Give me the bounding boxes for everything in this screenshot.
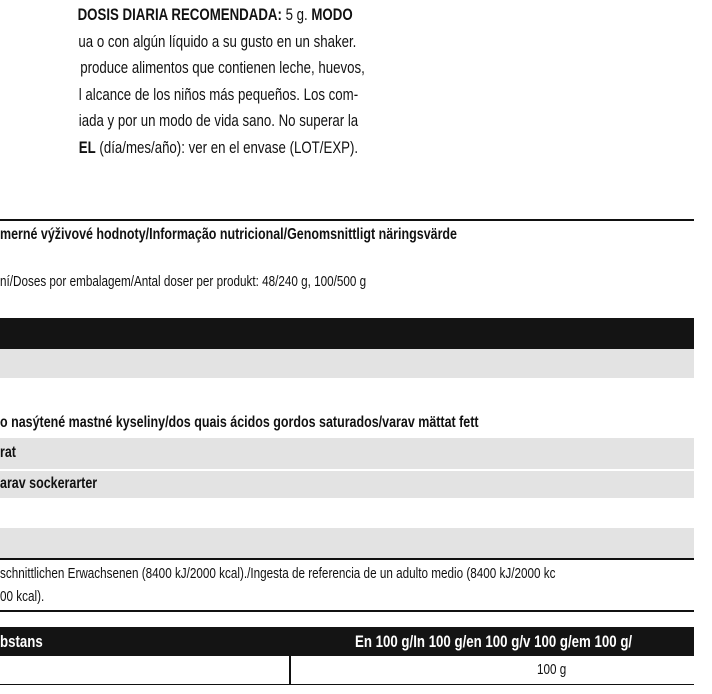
paragraph-line-5: iada y por un modo de vida sano. No superar la [78, 111, 359, 131]
date-text: (día/mes/año): ver en el envase (LOT/EXP). [95, 137, 359, 157]
table-row-gray [0, 528, 694, 558]
reference-rule [0, 610, 694, 612]
directions-paragraph [0, 2, 365, 162]
table-top-rule [0, 219, 694, 221]
table2-header [0, 627, 694, 656]
doses-per-package: ní/Doses por embalagem/Antal doser per produkt: 48/240 g, 100/500 g [0, 273, 367, 290]
table2-cell-divider [289, 656, 291, 684]
reference-note-line1: schnittlichen Erwachsenen (8400 kJ/2000 kcal)./Ingesta de referencia de un adulto medio (8400 kJ/2000 kc [0, 565, 556, 582]
table2-row [0, 656, 694, 685]
table-row-empty [0, 498, 694, 528]
table-bottom-rule [0, 558, 694, 560]
paragraph-line-2: ua o con algún líquido a su gusto en un shaker. [78, 31, 357, 51]
paragraph-line-1 [0, 2, 353, 29]
paragraph-line-6 [0, 135, 359, 162]
dosage-label: DOSIS DIARIA RECOMENDADA: [77, 5, 282, 24]
table-header-bar [0, 318, 694, 349]
mode-label: MODO [311, 5, 353, 24]
table2-cell-value: 100 g [537, 661, 567, 678]
paragraph-line-3: produce alimentos que contienen leche, huevos, [80, 58, 365, 78]
table-row-1 [0, 349, 694, 378]
table-row-2 [0, 378, 694, 408]
table-row-sugars: arav sockerarter [0, 471, 694, 498]
date-label: EL [78, 137, 96, 157]
table2-header-left: bstans [0, 632, 43, 651]
reference-note-line2: 00 kcal). [0, 588, 45, 605]
table-row-carbs: rat [0, 438, 694, 469]
dosage-value: 5 g. [281, 5, 312, 24]
table-row-saturated: o nasýtené mastné kyseliny/dos quais ácidos gordos saturados/varav mättat fett [0, 414, 479, 431]
paragraph-line-4: l alcance de los niños más pequeños. Los com- [78, 84, 359, 104]
table2-header-right: En 100 g/In 100 g/en 100 g/v 100 g/em 100 g/ [355, 632, 633, 651]
nutrition-header: merné výživové hodnoty/Informação nutricional/Genomsnittligt näringsvärde [0, 226, 457, 243]
